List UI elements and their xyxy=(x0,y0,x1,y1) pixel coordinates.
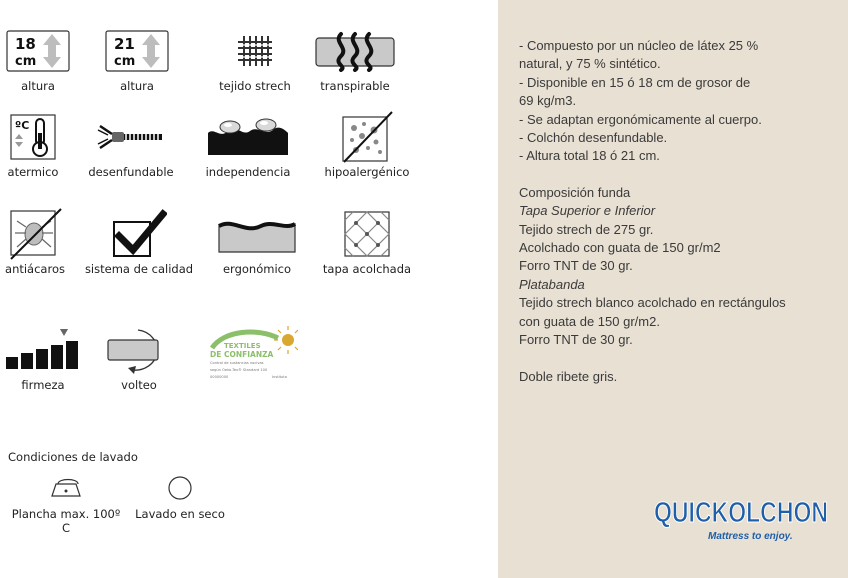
desc-line: Tejido strech de 275 gr. xyxy=(519,221,654,237)
breathable-icon xyxy=(315,30,395,72)
quilted-top-icon xyxy=(342,209,392,259)
feature-volteo xyxy=(84,326,194,392)
washing-label: Plancha max. 100º C xyxy=(11,507,121,535)
feature-antiacaros xyxy=(0,210,90,276)
desc-line: con guata de 150 gr/m2. xyxy=(519,313,660,329)
washing-label: Lavado en seco xyxy=(135,507,225,521)
feature-label: tejido strech xyxy=(219,79,291,93)
feature-independencia xyxy=(193,113,303,179)
feature-label: ergonómico xyxy=(222,262,292,276)
feature-label: atermico xyxy=(7,165,59,179)
firmness-bars-icon xyxy=(2,327,84,373)
svg-text:Control de sustancias nocivas: Control de sustancias nocivas xyxy=(210,361,264,365)
svg-text:QUICKOLCHON: QUICKOLCHON xyxy=(654,497,828,529)
svg-text:18: 18 xyxy=(15,35,36,53)
feature-altura-21 xyxy=(82,27,192,93)
desc-line: Forro TNT de 30 gr. xyxy=(519,332,633,348)
ribete-line: Doble ribete gris. xyxy=(519,368,618,384)
svg-text:cm: cm xyxy=(114,54,136,69)
desc-line: Forro TNT de 30 gr. xyxy=(519,258,633,274)
feature-label: altura xyxy=(120,79,154,93)
svg-text:ºC: ºC xyxy=(15,119,30,132)
independence-icon xyxy=(206,117,290,157)
feature-acolchada xyxy=(312,210,422,276)
zipper-icon xyxy=(96,120,166,154)
feature-transpirable xyxy=(300,27,410,93)
svg-text:cm: cm xyxy=(15,54,37,69)
washing-item-dry-clean xyxy=(134,474,226,521)
feature-label: hipoalergénico xyxy=(324,165,410,179)
desc-line: - Altura total 18 ó 21 cm. xyxy=(519,148,660,164)
header-q-logo xyxy=(498,0,848,20)
feature-ergonomico xyxy=(202,210,312,276)
feature-label: altura xyxy=(21,79,55,93)
thermometer-icon xyxy=(8,113,58,161)
dry-clean-icon xyxy=(166,474,194,502)
tapa-title: Tapa Superior e Inferior xyxy=(519,203,656,219)
washing-title: Condiciones de lavado xyxy=(8,450,138,464)
svg-text:21: 21 xyxy=(114,35,135,53)
comp-title: Composición funda xyxy=(519,184,631,200)
feature-label: transpirable xyxy=(320,79,390,93)
desc-line: - Se adaptan ergonómicamente al cuerpo. xyxy=(519,111,762,127)
plat-title: Platabanda xyxy=(519,276,585,292)
quickolchon-logo xyxy=(652,490,832,550)
feature-hipoalergenico xyxy=(312,113,422,179)
svg-text:según Oeko-Tex® Standard 100: según Oeko-Tex® Standard 100 xyxy=(210,368,268,372)
desc-line: - Colchón desenfundable. xyxy=(519,130,668,146)
feature-tejido xyxy=(200,27,310,93)
desc-line: - Disponible en 15 ó 18 cm de grosor de xyxy=(519,74,751,90)
svg-text:DE CONFIANZA: DE CONFIANZA xyxy=(210,350,274,359)
desc-line: Acolchado con guata de 150 gr/m2 xyxy=(519,240,721,256)
height-18-icon xyxy=(6,30,70,72)
flip-icon xyxy=(104,326,174,374)
feature-calidad xyxy=(84,210,194,276)
desc-line: Tejido strech blanco acolchado en rectángulos xyxy=(519,295,786,311)
svg-text:TEXTILES: TEXTILES xyxy=(224,342,261,350)
feature-label: volteo xyxy=(121,378,157,392)
svg-text:Instituto: Instituto xyxy=(272,375,287,379)
stretch-fabric-icon xyxy=(230,30,280,72)
ergonomic-icon xyxy=(215,212,299,256)
svg-text:Mattress to enjoy.: Mattress to enjoy. xyxy=(708,531,793,542)
hypoallergenic-icon xyxy=(340,110,394,164)
desc-line: 69 kg/m3. xyxy=(519,93,577,109)
washing-item-iron xyxy=(8,474,124,535)
checkmark-icon xyxy=(111,208,167,260)
anti-mite-icon xyxy=(7,207,63,261)
feature-atermico xyxy=(0,113,88,179)
feature-label: antiácaros xyxy=(5,262,65,276)
desc-line: - Compuesto por un núcleo de látex 25 % xyxy=(519,38,759,53)
feature-altura-18 xyxy=(0,27,93,93)
svg-text:00000000: 00000000 xyxy=(210,375,229,379)
feature-label: desenfundable xyxy=(88,165,174,179)
feature-label: tapa acolchada xyxy=(322,262,412,276)
feature-label: firmeza xyxy=(21,378,65,392)
feature-label: sistema de calidad xyxy=(84,262,194,276)
description-text xyxy=(519,37,829,386)
desc-line: natural, y 75 % sintético. xyxy=(519,56,661,72)
feature-desenfundable xyxy=(76,113,186,179)
oeko-tex-badge xyxy=(206,326,298,384)
height-21-icon xyxy=(105,30,169,72)
feature-label: independencia xyxy=(205,165,291,179)
iron-icon xyxy=(48,474,84,500)
